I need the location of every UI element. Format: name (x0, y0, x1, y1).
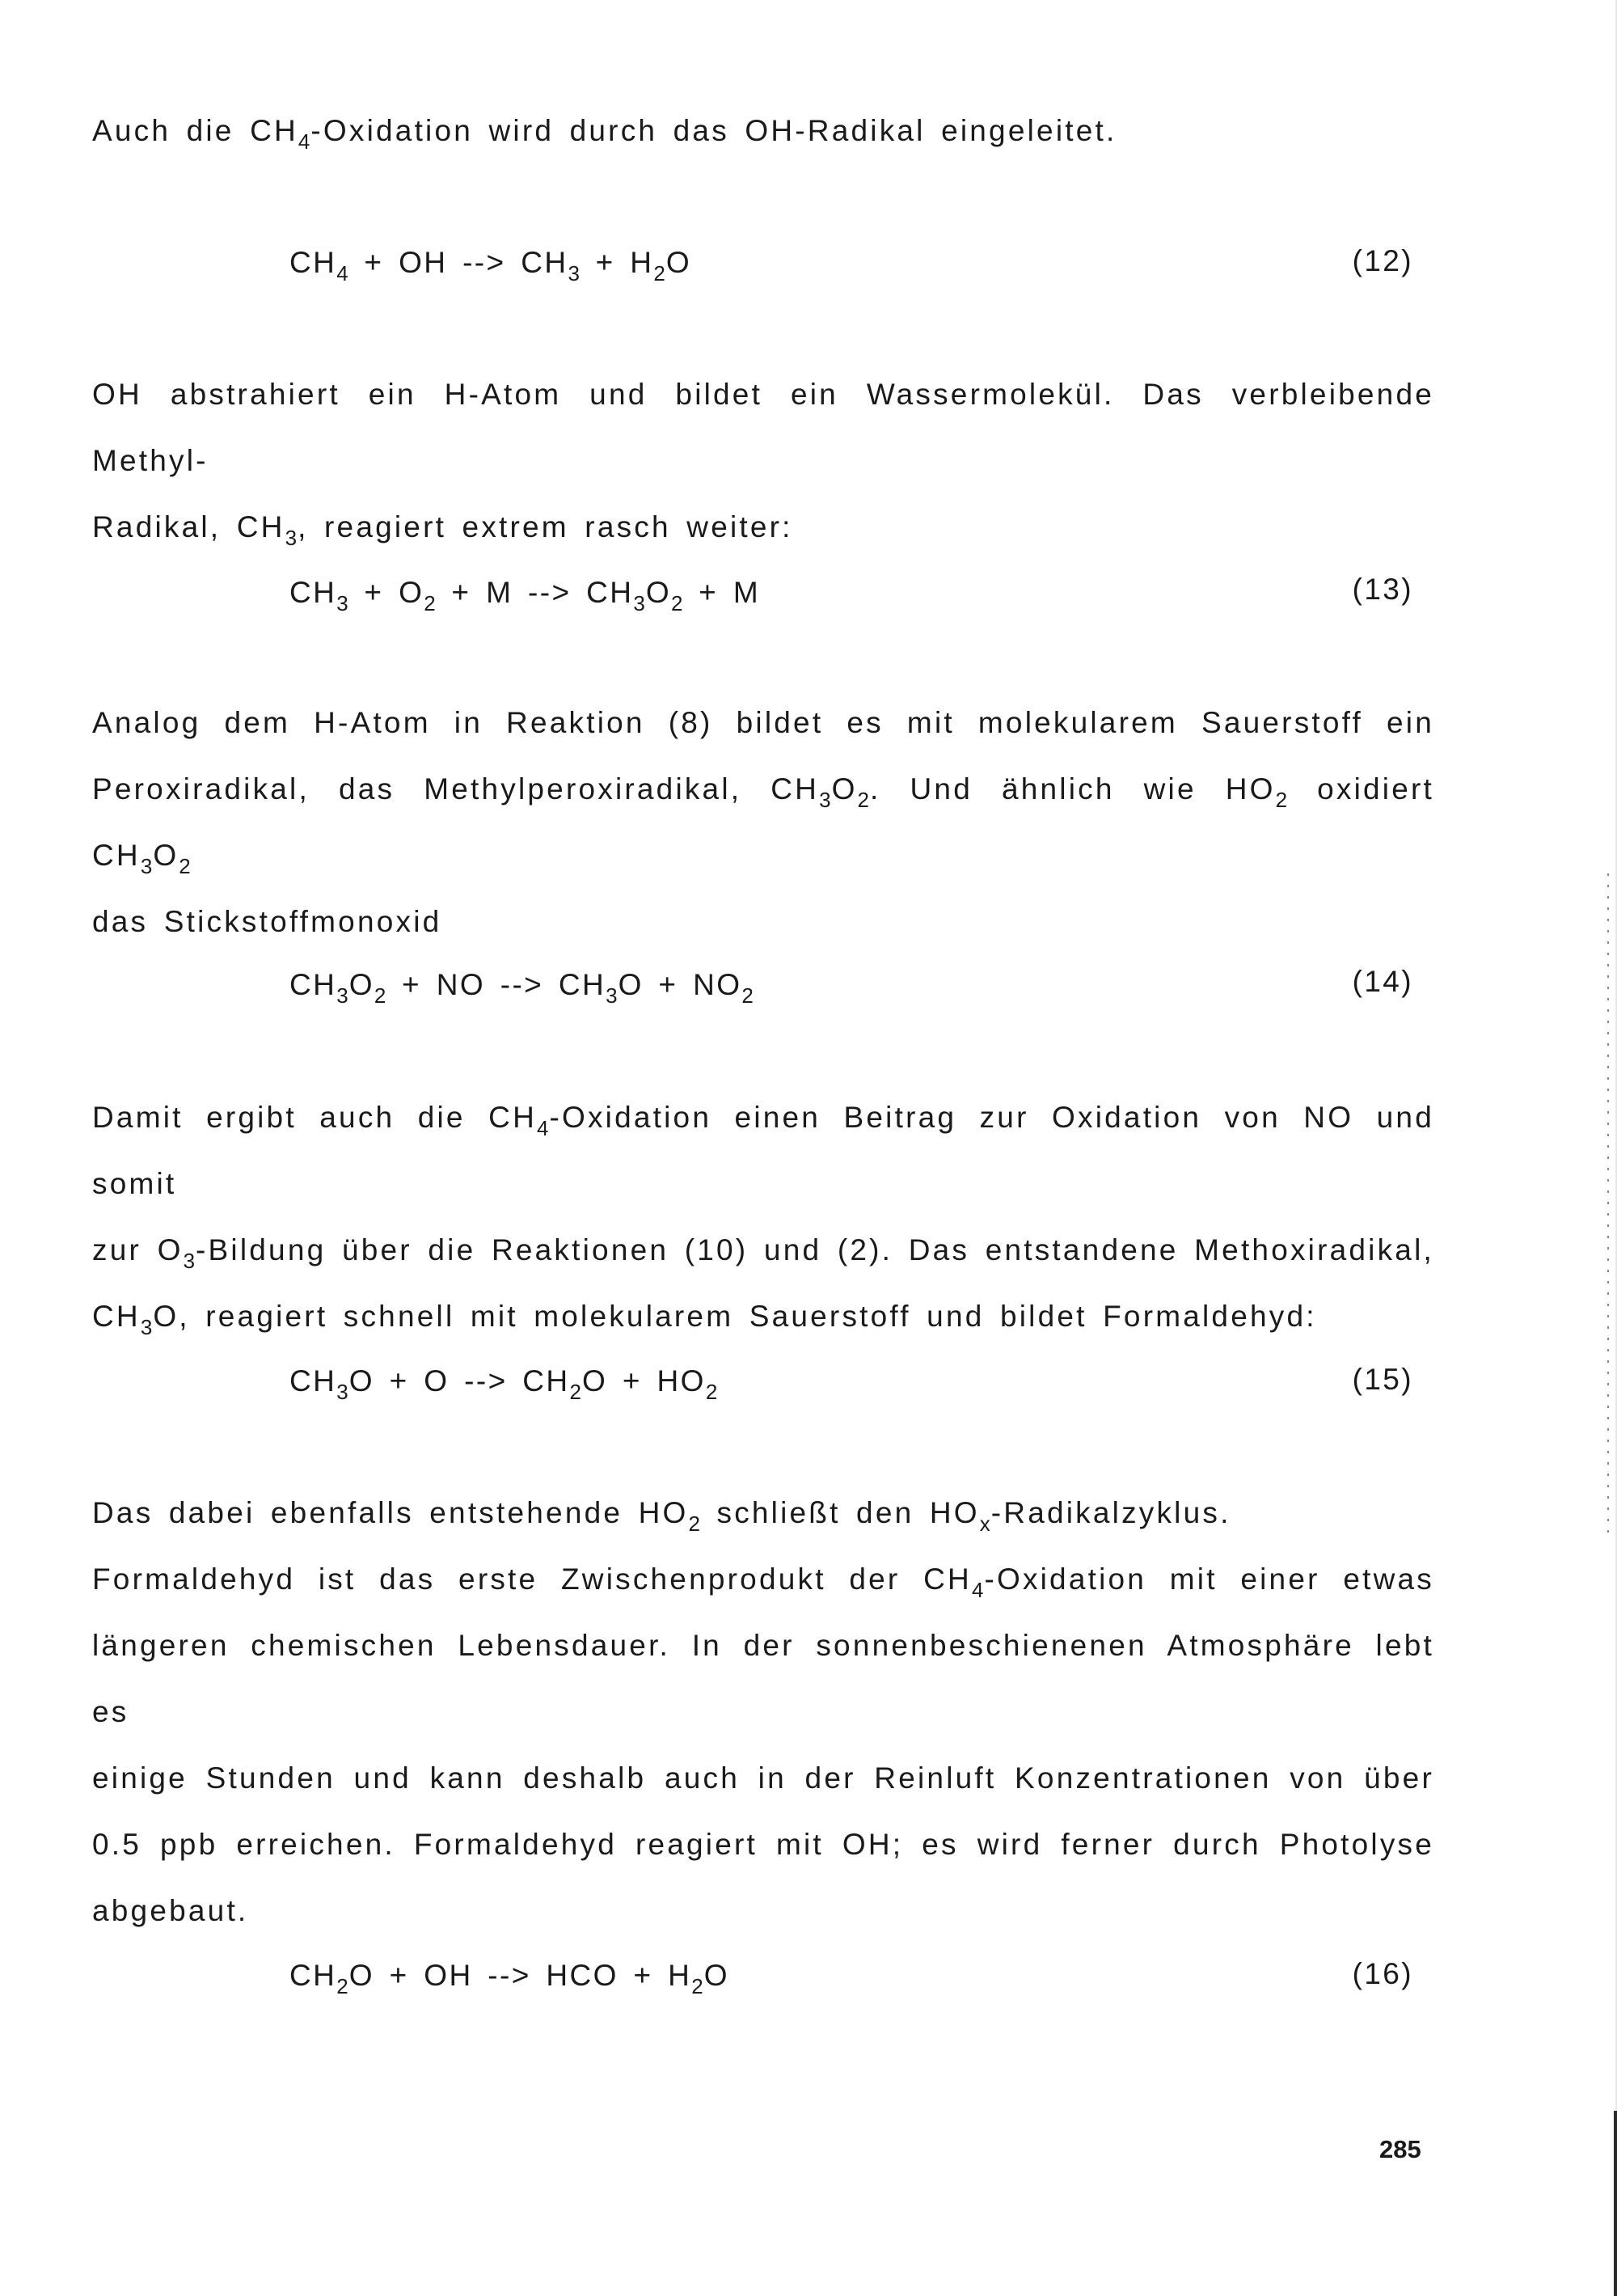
paragraph-methyl (92, 362, 1434, 560)
equation-number-13: (13) (1352, 573, 1413, 606)
text-line: längeren chemischen Lebensdauer. In der sonnenbeschienenen Atmosphäre lebt es (92, 1629, 1434, 1728)
text-line: Peroxiradikal, das Methylperoxiradikal, $CH_3O_2$. Und ähnlich wie $HO_2$ oxidiert $CH_3O_2$ (92, 772, 1435, 878)
scan-edge-dark (1614, 2111, 1617, 2296)
text-line: Formaldehyd ist das erste Zwischenprodukt der $CH_4$-Oxidation mit einer etwas (92, 1562, 1434, 1602)
text-line: abgebaut. (92, 1894, 249, 1927)
text-line: $CH_3O$, reagiert schnell mit molekularem Sauerstoff und bildet Formaldehyd: (92, 1300, 1317, 1339)
text-line: zur $O_3$-Bildung über die Reaktionen (10) und (2). Das entstandene Methoxiradikal, (92, 1233, 1434, 1273)
equation-number-14: (14) (1352, 965, 1413, 998)
equation-number-15: (15) (1352, 1363, 1413, 1396)
paragraph-ch4-contribution (92, 1085, 1434, 1350)
text-line: OH abstrahiert ein H-Atom und bildet ein Wassermolekül. Das verbleibende Methyl- (92, 378, 1434, 477)
text-line: Auch die $CH_4$-Oxidation wird durch das OH-Radikal eingeleitet. (92, 114, 1117, 154)
text-line: das Stickstoffmonoxid (92, 905, 442, 938)
text-line: einige Stunden und kann deshalb auch in der Reinluft Konzentrationen von über (92, 1761, 1434, 1795)
text-line: 0.5 ppb erreichen. Formaldehyd reagiert mit OH; es wird ferner durch Photolyse (92, 1828, 1434, 1861)
paragraph-peroxiradikal (92, 690, 1434, 955)
equation-16: $CH_2O$ + OH --> HCO + $H_2O$ (289, 1959, 729, 1998)
equation-number-12: (12) (1352, 244, 1413, 277)
text-line: Analog dem H-Atom in Reaktion (8) bildet es mit molekularem Sauerstoff ein (92, 706, 1434, 739)
paragraph-intro (92, 98, 1434, 164)
equation-number-16: (16) (1352, 1957, 1413, 1990)
text-line: Damit ergibt auch die $CH_4$-Oxidation einen Beitrag zur Oxidation von NO und somit (92, 1101, 1434, 1200)
equation-13: $CH_3 + O_2 + M$ --> $CH_3O_2 + M$ (289, 576, 761, 615)
scan-dots (1607, 873, 1609, 1537)
paragraph-formaldehyd (92, 1480, 1434, 1944)
equation-12: $CH_4$ + OH --> $CH_3 + H_2O$ (289, 246, 692, 285)
equation-15: $CH_3O + O$ --> $CH_2O + HO_2$ (289, 1364, 719, 1404)
text-line: Das dabei ebenfalls entstehende $HO_2$ schließt den $HO_x$-Radikalzyklus. (92, 1496, 1231, 1536)
equation-14: $CH_3O_2$ + NO --> $CH_3O + NO_2$ (289, 968, 754, 1008)
text-line: Radikal, $CH_3$, reagiert extrem rasch weiter: (92, 510, 793, 550)
page-number: 285 (1379, 2135, 1421, 2163)
